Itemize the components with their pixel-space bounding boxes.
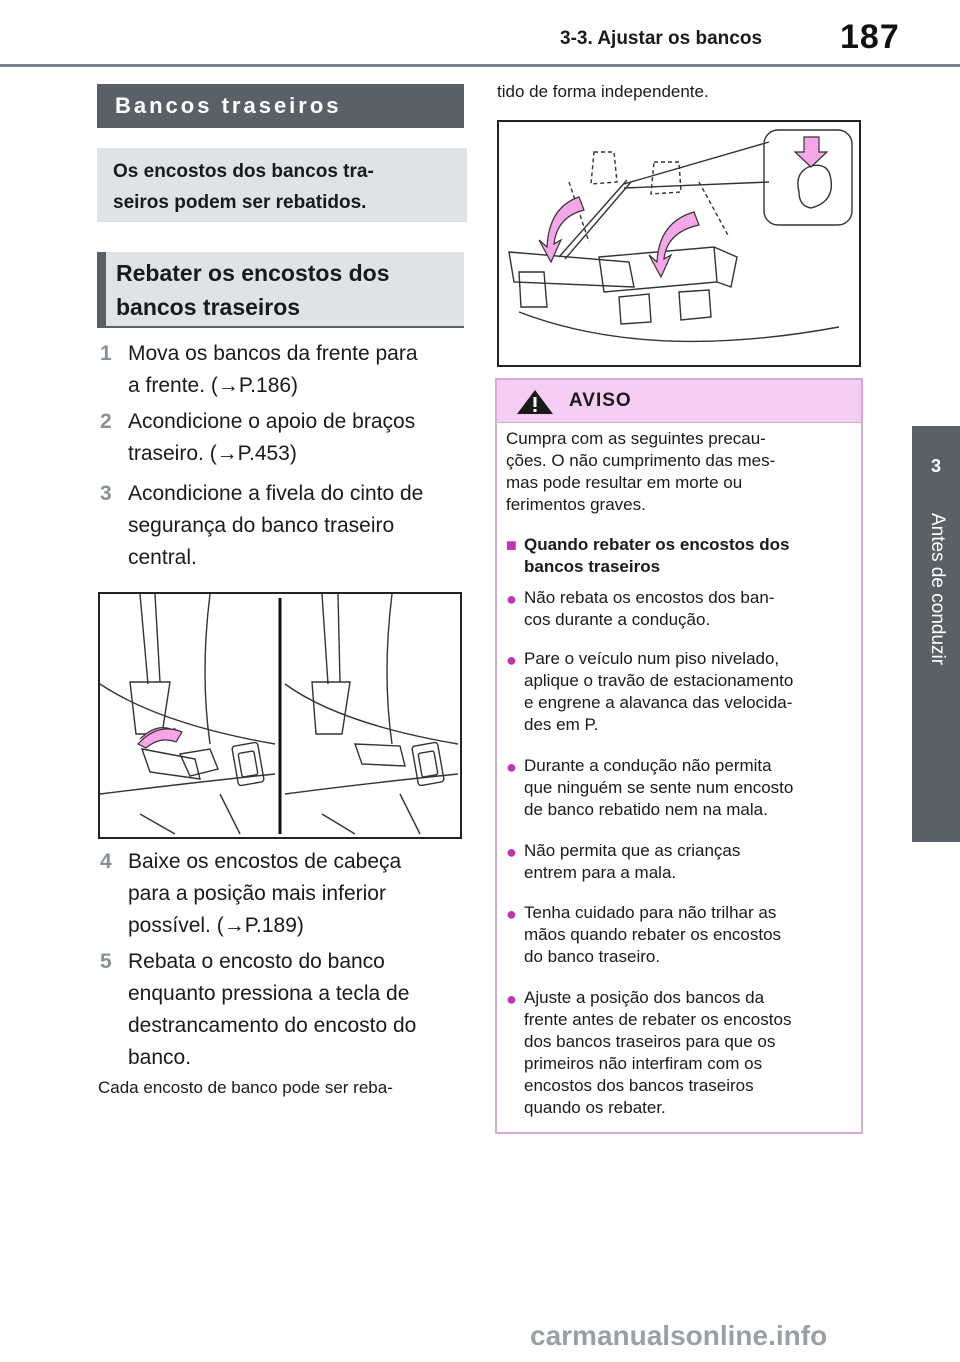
step-line: para a posição mais inferior [128,882,386,905]
warning-item-line: des em P. [524,715,599,734]
warning-subheading-line: bancos traseiros [524,557,661,576]
warning-intro-line: Cumpra com as seguintes precau- [506,429,766,448]
circle-bullet-icon: ● [506,842,517,862]
warning-item [506,587,852,631]
warning-item-line: frente antes de rebater os encostos [524,1010,792,1029]
section-heading: Bancos traseiros [97,84,464,128]
step-line: traseiro. (→P.453) [128,442,297,465]
watermark: carmanualsonline.info [530,1320,828,1351]
warning-subheading [506,534,852,578]
step-line: Baixe os encostos de cabeça [128,850,402,873]
warning-header [497,380,861,423]
circle-bullet-icon: ● [506,757,517,777]
running-header-section: 3-3. Ajustar os bancos [560,28,763,49]
step-5 [100,946,460,1074]
warning-item-line: de banco rebatido nem na mala. [524,800,768,819]
warning-triangle-icon [513,388,557,416]
warning-item-line: e engrene a alavanca das velocida- [524,693,793,712]
warning-item-line: mãos quando rebater os encostos [524,925,782,944]
step-line: banco. [128,1046,192,1069]
warning-intro-line: mas pode resultar em morte ou [506,473,743,492]
warning-box [495,378,863,1134]
subheading-line: bancos traseiros [116,294,301,320]
step-4 [100,846,460,942]
intro-box [97,148,467,222]
warning-item-line: cos durante a condução. [524,610,711,629]
warning-item-line: dos bancos traseiros para que os [524,1032,776,1051]
step-line: central. [128,546,197,569]
warning-item [506,648,852,736]
step-line: Rebata o encosto do banco [128,950,385,973]
circle-bullet-icon: ● [506,989,517,1009]
step-number: 1 [100,342,112,365]
chapter-tab-title: Antes de conduzir [927,513,948,666]
step-line: Acondicione a fivela do cinto de [128,482,424,505]
step-line: a frente. (→P.186) [128,374,299,397]
step-number: 3 [100,482,112,505]
buckle-illustration [98,592,462,839]
warning-intro-line: ções. O não cumprimento das mes- [506,451,776,470]
note-text-left: Cada encosto de banco pode ser reba- [98,1078,393,1097]
buckle-drawing [100,594,460,837]
warning-item-line: que ninguém se sente num encosto [524,778,794,797]
fold-seat-illustration [497,120,861,367]
step-1 [100,338,460,402]
step-line: enquanto pressiona a tecla de [128,982,410,1005]
intro-line: Os encostos dos bancos tra- [113,161,374,182]
warning-item-line: quando os rebater. [524,1098,666,1117]
warning-item-line: aplique o travão de estacionamento [524,671,794,690]
circle-bullet-icon: ● [506,589,517,609]
square-bullet-icon: ■ [506,535,517,555]
chapter-tab-number: 3 [912,426,960,506]
warning-item [506,902,852,968]
warning-item [506,840,852,884]
step-line: Acondicione o apoio de braços [128,410,416,433]
step-2 [100,406,460,470]
step-line: destrancamento do encosto do [128,1014,417,1037]
circle-bullet-icon: ● [506,904,517,924]
circle-bullet-icon: ● [506,650,517,670]
step-line: segurança do banco traseiro [128,514,395,537]
warning-item-line: primeiros não interfiram com os [524,1054,763,1073]
note-text-right: tido de forma independente. [497,82,709,101]
step-line: possível. (→P.189) [128,914,304,937]
page-number: 187 [840,18,900,56]
warning-intro-line: ferimentos graves. [506,495,646,514]
warning-item [506,987,852,1119]
warning-item-line: do banco traseiro. [524,947,661,966]
subheading [97,252,464,328]
warning-item-line: encostos dos bancos traseiros [524,1076,754,1095]
subheading-line: Rebater os encostos dos [116,260,390,286]
intro-line: seiros podem ser rebatidos. [113,192,367,213]
warning-subheading-line: Quando rebater os encostos dos [524,535,790,554]
warning-item-line: Ajuste a posição dos bancos da [524,988,765,1007]
warning-title: AVISO [569,390,632,411]
step-number: 5 [100,950,112,973]
fold-seat-drawing [499,122,859,365]
warning-item-line: entrem para a mala. [524,863,677,882]
header-rule [0,64,960,67]
step-line: Mova os bancos da frente para [128,342,418,365]
warning-item-line: Não permita que as crianças [524,841,741,860]
warning-item [506,755,852,821]
warning-item-line: Pare o veículo num piso nivelado, [524,649,780,668]
warning-item-line: Durante a condução não permita [524,756,772,775]
warning-item-line: Não rebata os encostos dos ban- [524,588,775,607]
step-number: 2 [100,410,112,433]
warning-intro [506,428,852,516]
step-3 [100,478,460,574]
step-number: 4 [100,850,112,873]
warning-item-line: Tenha cuidado para não trilhar as [524,903,777,922]
